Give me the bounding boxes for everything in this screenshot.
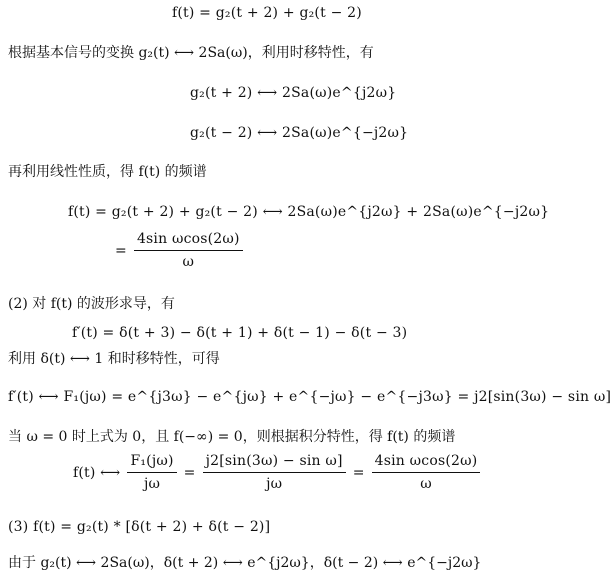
prefix: f(t) ⟷: [73, 464, 121, 481]
fraction-result: [134, 230, 243, 271]
equals-sign: =: [352, 464, 365, 481]
fraction-denominator: jω: [143, 476, 161, 492]
equation-spectrum-result: [112, 230, 247, 271]
fraction-f1: [127, 452, 176, 493]
fraction-numerator: 4sin ωcos(2ω): [134, 230, 243, 251]
text-part3-transforms: 由于 g₂(t) ⟷ 2Sa(ω)，δ(t + 2) ⟷ e^{j2ω}，δ(t − 2) ⟷ e^{−j2ω}: [8, 555, 482, 571]
text-delta-transform: 利用 δ(t) ⟷ 1 和时移特性，可得: [8, 351, 220, 367]
text-linearity: 再利用线性性质，得 f(t) 的频谱: [8, 164, 207, 180]
text-part3: (3) f(t) = g₂(t) * [δ(t + 2) + δ(t − 2)]: [8, 519, 271, 535]
equation-integration-result: [70, 452, 484, 493]
fraction-final: [372, 452, 481, 493]
equation-derivative-transform: f′(t) ⟷ F₁(jω) = e^{j3ω} − e^{jω} + e^{−jω} − e^{−j3ω} = j2[sin(3ω) − sin ω]: [8, 389, 611, 405]
equation-derivative: f′(t) = δ(t + 3) − δ(t + 1) + δ(t − 1) − δ(t − 3): [72, 325, 408, 341]
equation-shift-plus: g₂(t + 2) ⟷ 2Sa(ω)e^{j2ω}: [190, 85, 397, 101]
equals-sign: =: [183, 464, 196, 481]
equation-shift-minus: g₂(t − 2) ⟷ 2Sa(ω)e^{−j2ω}: [190, 125, 409, 141]
fraction-numerator: j2[sin(3ω) − sin ω]: [203, 452, 346, 473]
text-basic-transform: 根据基本信号的变换 g₂(t) ⟷ 2Sa(ω)，利用时移特性，有: [8, 45, 374, 61]
fraction-sin-diff: [203, 452, 346, 493]
equation-spectrum-sum: f(t) = g₂(t + 2) + g₂(t − 2) ⟷ 2Sa(ω)e^{j2ω} + 2Sa(ω)e^{−j2ω}: [68, 204, 550, 220]
equation-f-decomposition: f(t) = g₂(t + 2) + g₂(t − 2): [172, 5, 362, 21]
fraction-numerator: F₁(jω): [127, 452, 176, 473]
equals-sign: =: [115, 242, 127, 259]
fraction-denominator: ω: [182, 254, 195, 270]
fraction-denominator: ω: [420, 476, 432, 492]
fraction-denominator: jω: [266, 476, 283, 492]
text-integration-property: 当 ω = 0 时上式为 0，且 f(−∞) = 0，则根据积分特性，得 f(t) 的频谱: [8, 429, 456, 445]
fraction-numerator: 4sin ωcos(2ω): [372, 452, 481, 473]
text-part2: (2) 对 f(t) 的波形求导，有: [8, 296, 175, 312]
